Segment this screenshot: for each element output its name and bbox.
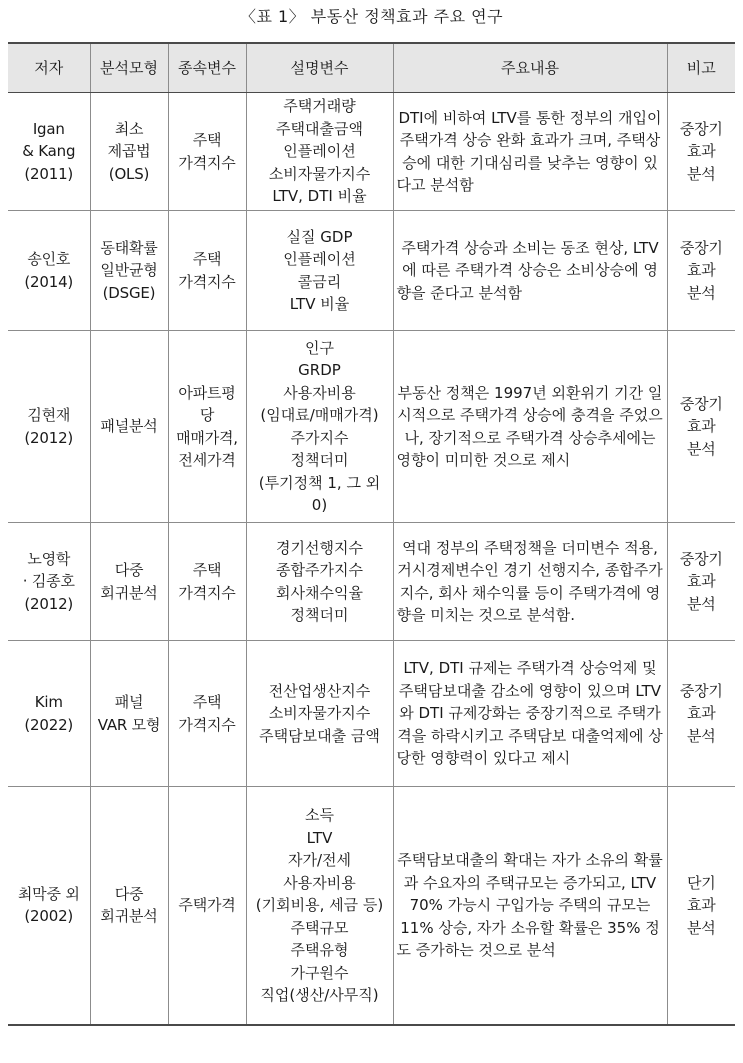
model-cell: 패널분석	[90, 331, 168, 523]
explanatory-variables-cell: 전산업생산지수 소비자물가지수 주택담보대출 금액	[246, 641, 393, 787]
author-cell: 김현재 (2012)	[8, 331, 90, 523]
main-content-cell: LTV, DTI 규제는 주택가격 상승억제 및 주택담보대출 감소에 영향이 있으며 LTV와 DTI 규제강화는 중장기적으로 주택가격을 하락시키고 주택담보 대출억제에 상당한 영향력이 있다고 제시	[393, 641, 667, 787]
header-note: 비고	[667, 43, 735, 93]
author-cell: Igan & Kang (2011)	[8, 93, 90, 211]
model-cell: 최소 제곱법 (OLS)	[90, 93, 168, 211]
header-author: 저자	[8, 43, 90, 93]
table-row	[8, 93, 735, 211]
main-content-cell: 부동산 정책은 1997년 외환위기 기간 일시적으로 주택가격 상승에 충격을 주었으나, 장기적으로 주택가격 상승추세에는 영향이 미미한 것으로 제시	[393, 331, 667, 523]
main-content-cell: 주택가격 상승과 소비는 동조 현상, LTV에 따른 주택가격 상승은 소비상승에 영향을 준다고 분석함	[393, 211, 667, 331]
author-cell: 노영학 · 김종호 (2012)	[8, 523, 90, 641]
dependent-variable-cell: 주택 가격지수	[168, 93, 246, 211]
explanatory-variables-cell: 소득 LTV 자가/전세 사용자비용 (기회비용, 세금 등) 주택규모 주택유형 가구원수 직업(생산/사무직)	[246, 787, 393, 1025]
explanatory-variables-cell: 인구 GRDP 사용자비용 (임대료/매매가격) 주가지수 정책더미 (투기정책 1, 그 외 0)	[246, 331, 393, 523]
header-dependent-variable: 종속변수	[168, 43, 246, 93]
explanatory-variables-cell: 경기선행지수 종합주가지수 회사채수익율 정책더미	[246, 523, 393, 641]
header-main-content: 주요내용	[393, 43, 667, 93]
research-table	[8, 42, 735, 1026]
note-cell: 중장기 효과 분석	[667, 211, 735, 331]
main-content-cell: DTI에 비하여 LTV를 통한 정부의 개입이 주택가격 상승 완화 효과가 크며, 주택상승에 대한 기대심리를 낮추는 영향이 있다고 분석함	[393, 93, 667, 211]
note-cell: 중장기 효과 분석	[667, 523, 735, 641]
dependent-variable-cell: 아파트평당 매매가격, 전세가격	[168, 331, 246, 523]
note-cell: 단기 효과 분석	[667, 787, 735, 1025]
table-row	[8, 331, 735, 523]
table-row	[8, 523, 735, 641]
dependent-variable-cell: 주택 가격지수	[168, 641, 246, 787]
author-cell: 송인호 (2014)	[8, 211, 90, 331]
model-cell: 다중 회귀분석	[90, 523, 168, 641]
dependent-variable-cell: 주택 가격지수	[168, 211, 246, 331]
dependent-variable-cell: 주택 가격지수	[168, 523, 246, 641]
note-cell: 중장기 효과 분석	[667, 641, 735, 787]
main-content-cell: 역대 정부의 주택정책을 더미변수 적용, 거시경제변수인 경기 선행지수, 종합주가지수, 회사 채수익률 등이 주택가격에 영향을 미치는 것으로 분석함.	[393, 523, 667, 641]
model-cell: 동태확률 일반균형 (DSGE)	[90, 211, 168, 331]
header-row	[8, 43, 735, 93]
explanatory-variables-cell: 실질 GDP 인플레이션 콜금리 LTV 비율	[246, 211, 393, 331]
model-cell: 다중 회귀분석	[90, 787, 168, 1025]
table-row	[8, 641, 735, 787]
author-cell: Kim (2022)	[8, 641, 90, 787]
main-content-cell: 주택담보대출의 확대는 자가 소유의 확률과 수요자의 주택규모는 증가되고, LTV 70% 가능시 구입가능 주택의 규모는 11% 상승, 자가 소유할 확률은 35% 정도 증가하는 것으로 분석	[393, 787, 667, 1025]
note-cell: 중장기 효과 분석	[667, 331, 735, 523]
author-cell: 최막중 외 (2002)	[8, 787, 90, 1025]
dependent-variable-cell: 주택가격	[168, 787, 246, 1025]
header-explanatory-variables: 설명변수	[246, 43, 393, 93]
table-title: 〈표 1〉 부동산 정책효과 주요 연구	[239, 7, 504, 26]
explanatory-variables-cell: 주택거래량 주택대출금액 인플레이션 소비자물가지수 LTV, DTI 비율	[246, 93, 393, 211]
note-cell: 중장기 효과 분석	[667, 93, 735, 211]
table-row	[8, 787, 735, 1025]
table-row	[8, 211, 735, 331]
header-model: 분석모형	[90, 43, 168, 93]
model-cell: 패널 VAR 모형	[90, 641, 168, 787]
